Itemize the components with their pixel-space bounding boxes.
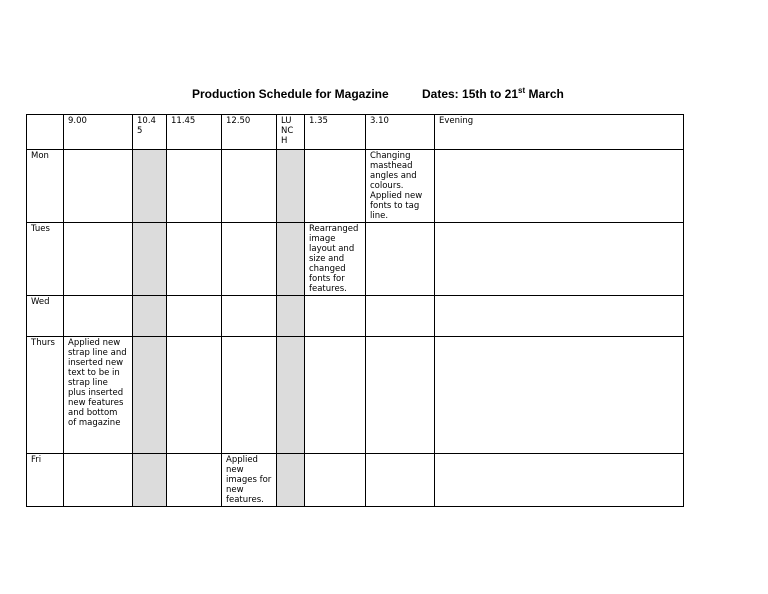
- cell-mon-1250: [222, 150, 277, 223]
- day-cell-mon: Mon: [27, 150, 64, 223]
- cell-tue-1145: [167, 223, 222, 296]
- header-cell-evening: Evening: [435, 115, 684, 150]
- cell-fri-900: [64, 454, 133, 507]
- day-cell-tue: Tues: [27, 223, 64, 296]
- header-cell-day: [27, 115, 64, 150]
- cell-fri-135: [305, 454, 366, 507]
- page-title: Production Schedule for Magazine: [192, 87, 389, 101]
- header-cell-900: 9.00: [64, 115, 133, 150]
- cell-tue-1250: [222, 223, 277, 296]
- cell-mon-1045: [133, 150, 167, 223]
- cell-thu-lunch: [277, 337, 305, 454]
- cell-mon-135: [305, 150, 366, 223]
- cell-fri-1045: [133, 454, 167, 507]
- table-row-thu: [27, 337, 684, 454]
- table-row-mon: [27, 150, 684, 223]
- cell-mon-1145: [167, 150, 222, 223]
- cell-tue-900: [64, 223, 133, 296]
- day-cell-fri: Fri: [27, 454, 64, 507]
- cell-thu-310: [366, 337, 435, 454]
- cell-mon-evening: [435, 150, 684, 223]
- dates-label: [422, 87, 564, 101]
- cell-fri-310: [366, 454, 435, 507]
- table-row-wed: [27, 296, 684, 337]
- cell-wed-310: [366, 296, 435, 337]
- title-row: [0, 87, 768, 103]
- cell-wed-lunch: [277, 296, 305, 337]
- cell-thu-900: Applied new strap line and inserted new text to be in strap line plus inserted new features and bottom of magazine: [64, 337, 133, 454]
- cell-tue-135: Rearranged image layout and size and changed fonts for features.: [305, 223, 366, 296]
- cell-wed-1145: [167, 296, 222, 337]
- dates-suffix: March: [525, 87, 564, 101]
- cell-thu-1250: [222, 337, 277, 454]
- cell-fri-evening: [435, 454, 684, 507]
- cell-wed-1250: [222, 296, 277, 337]
- table-row-fri: [27, 454, 684, 507]
- cell-tue-310: [366, 223, 435, 296]
- cell-wed-135: [305, 296, 366, 337]
- header-cell-lunch: LU NC H: [277, 115, 305, 150]
- table-row-tue: [27, 223, 684, 296]
- cell-thu-1045: [133, 337, 167, 454]
- cell-fri-lunch: [277, 454, 305, 507]
- cell-wed-evening: [435, 296, 684, 337]
- cell-thu-evening: [435, 337, 684, 454]
- header-cell-1045: 10.4 5: [133, 115, 167, 150]
- dates-prefix: Dates: 15th to 21: [422, 87, 519, 101]
- header-cell-1250: 12.50: [222, 115, 277, 150]
- cell-fri-1250: Applied new images for new features.: [222, 454, 277, 507]
- day-cell-wed: Wed: [27, 296, 64, 337]
- header-cell-135: 1.35: [305, 115, 366, 150]
- header-row: [27, 115, 684, 150]
- schedule-table: [26, 114, 684, 507]
- cell-thu-1145: [167, 337, 222, 454]
- cell-mon-lunch: [277, 150, 305, 223]
- cell-tue-lunch: [277, 223, 305, 296]
- day-cell-thu: Thurs: [27, 337, 64, 454]
- cell-mon-900: [64, 150, 133, 223]
- cell-wed-1045: [133, 296, 167, 337]
- cell-fri-1145: [167, 454, 222, 507]
- cell-thu-135: [305, 337, 366, 454]
- header-cell-310: 3.10: [366, 115, 435, 150]
- dates-superscript: st: [518, 86, 526, 95]
- header-cell-1145: 11.45: [167, 115, 222, 150]
- cell-tue-evening: [435, 223, 684, 296]
- cell-mon-310: Changing masthead angles and colours. Applied new fonts to tag line.: [366, 150, 435, 223]
- cell-wed-900: [64, 296, 133, 337]
- cell-tue-1045: [133, 223, 167, 296]
